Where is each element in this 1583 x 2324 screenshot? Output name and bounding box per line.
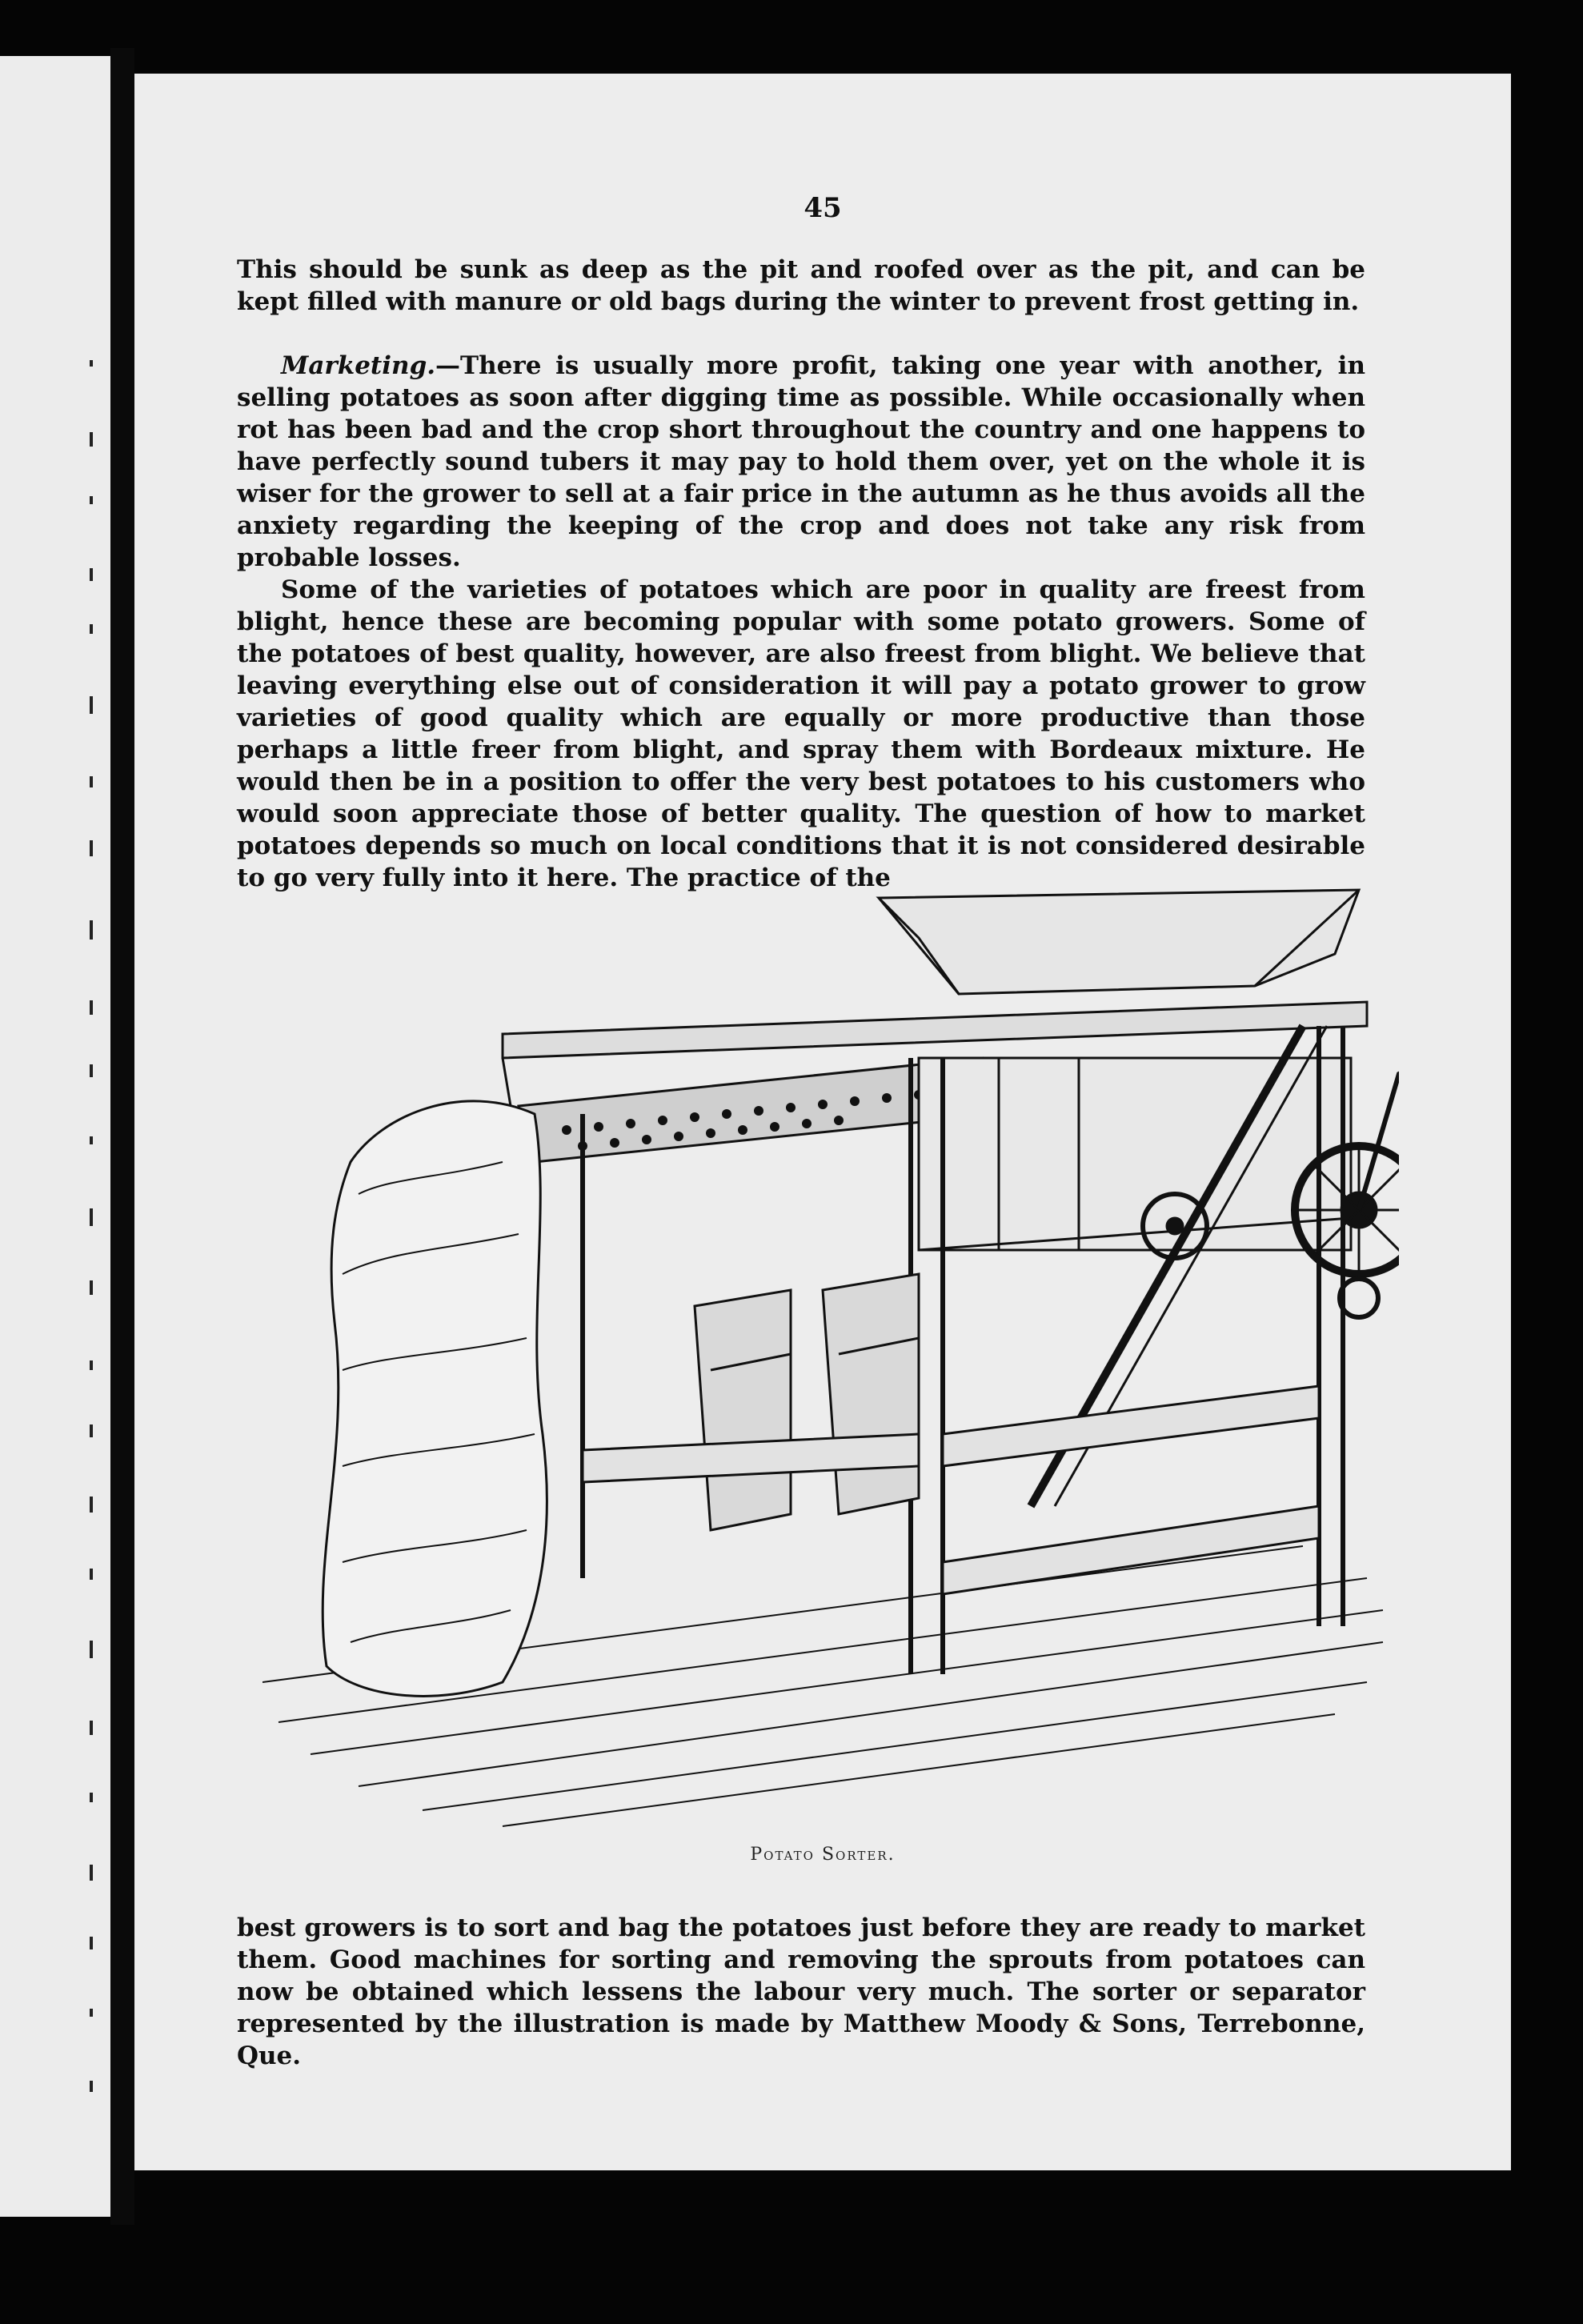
book-gutter — [110, 48, 134, 2225]
potato-sorter-illustration — [262, 874, 1399, 1834]
paragraph-top — [237, 254, 1365, 318]
potato-bag — [323, 1101, 547, 1697]
hopper — [879, 890, 1359, 994]
lower-rails — [583, 1386, 1319, 1594]
adjacent-page-glyphs — [85, 360, 96, 2121]
output-chutes — [695, 1274, 919, 1530]
page-number: 45 — [804, 192, 842, 224]
book-page — [134, 74, 1511, 2170]
paragraph-bottom-text: best growers is to sort and bag the potatoes just before they are ready to market them. Good machines for sorting and removing the sprouts from potatoes can now be obtained which lessens the labour very much. The sorter or separator represented by the illustration is made by Matthew Moody & Sons, Terrebonne, Que. — [237, 1913, 1365, 2070]
varieties-paragraph: Some of the varieties of potatoes which are poor in quality are freest from blight, hence these are becoming popular with some potato growers. Some of the potatoes of best quality, however, are also freest from blight. We believe that leaving everything else out of consideration it will pay a potato grower to grow varieties of good quality which are equally or more productive than those perhaps a little freer from blight, and spray them with Bordeaux mixture. He would then be in a position to offer the very best potatoes to his customers who would soon appreciate those of better quality. The question of how to market potatoes depends so much on local conditions that it is not considered desirable to go very fully into it here. The practice of the — [237, 575, 1365, 892]
marketing-paragraph — [237, 350, 1365, 574]
illustration-caption: Potato Sorter. — [750, 1845, 896, 1865]
marketing-section — [237, 350, 1365, 894]
marketing-text: —There is usually more profit, taking one year with another, in selling potatoes as soon after digging time as possible. While occasionally when rot has been bad and the crop short throughout the country and one happens to have perfectly sound tubers it may pay to hold them over, yet on the whole it is wiser for the grower to sell at a fair price in the autumn as he thus avoids all the anxiety regarding the keeping of the crop and does not take any risk from probable losses. — [237, 351, 1365, 572]
adjacent-page-strip — [0, 56, 110, 2217]
marketing-heading: Marketing. — [281, 351, 436, 380]
paragraph-bottom — [237, 1912, 1365, 2072]
paragraph-top-text: This should be sunk as deep as the pit and roofed over as the pit, and can be kept filled with manure or old bags during the winter to prevent frost getting in. — [237, 255, 1365, 316]
